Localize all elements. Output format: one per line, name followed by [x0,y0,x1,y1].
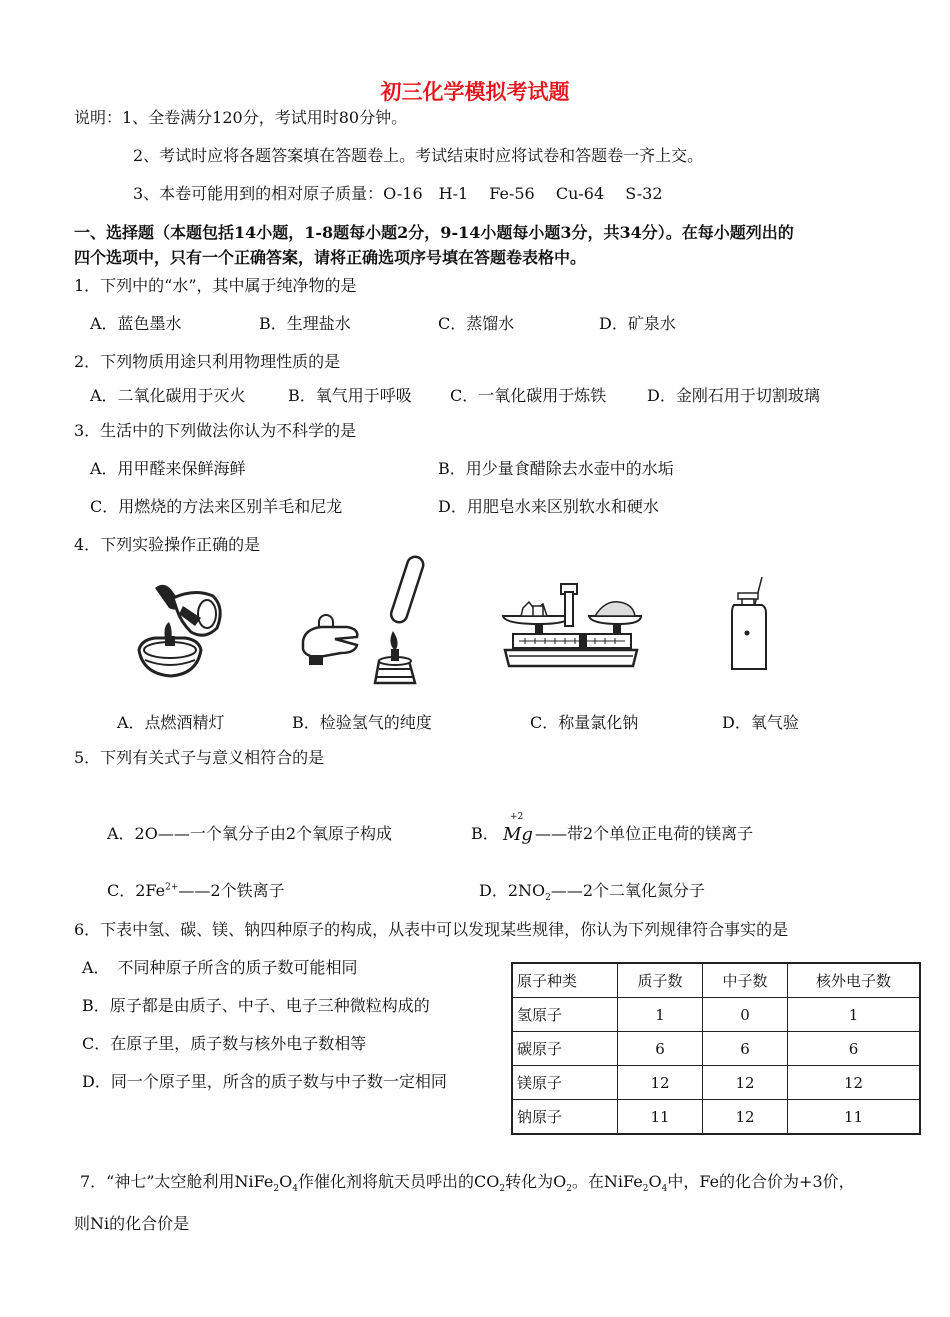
table-cell: 碳原子 [512,1032,618,1066]
table-cell: 11 [788,1100,921,1135]
table-header-cell: 原子种类 [512,963,618,998]
q7-text: O [648,1172,662,1191]
q1-option-c: C．蒸馏水 [438,314,515,333]
hydrogen-purity-test-figure [295,553,445,688]
q7-text: 作催化剂将航天员呼出的CO [297,1172,500,1191]
q5-option-c-text: ——2个铁离子 [178,881,285,900]
q1-option-d: D．矿泉水 [599,314,676,333]
q5-option-d-prefix: D．2NO [479,881,546,900]
q7-subscript: 2 [499,1184,506,1195]
q4-option-b: B．检验氢气的纯度 [292,713,432,732]
note-2: 2、考试时应将各题答案填在答题卷上。考试结束时应将试卷和答题卷一齐上交。 [133,146,704,165]
q3-option-d: D．用肥皂水来区别软水和硬水 [438,497,659,516]
section-heading-line1: 一、选择题（本题包括14小题，1-8题每小题2分，9-14小题每小题3分，共34分）。在每小题列出的 [74,223,794,242]
q7-stem-line1 [80,1169,855,1194]
note-1: 说明：1、全卷满分120分，考试用时80分钟。 [74,108,408,127]
table-row [512,998,920,1032]
table-cell: 0 [703,998,788,1032]
balance-weighing-figure [495,580,645,672]
q6-option-c: C．在原子里，质子数与核外电子数相等 [82,1034,367,1053]
q3-option-b: B．用少量食醋除去水壶中的水垢 [438,459,674,478]
q4-option-d: D．氧气验 [722,713,799,732]
table-cell: 12 [703,1100,788,1135]
q5-stem: 5．下列有关式子与意义相符合的是 [74,748,325,767]
q2-option-a: A．二氧化碳用于灭火 [90,386,246,405]
q5-option-b-prefix: B． [471,824,499,843]
q7-text: O [279,1172,293,1191]
table-cell: 12 [788,1066,921,1100]
q7-subscript: 4 [661,1184,668,1195]
q5-option-b-text: ——带2个单位正电荷的镁离子 [535,824,754,843]
q3-stem: 3．生活中的下列做法你认为不科学的是 [74,421,357,440]
note-3: 3、本卷可能用到的相对原子质量：O-16 H-1 Fe-56 Cu-64 S-32 [133,184,663,203]
atom-composition-table [511,962,921,1135]
q1-stem: 1．下列中的“水”，其中属于纯净物的是 [74,276,357,295]
q3-option-a: A．用甲醛来保鲜海鲜 [90,459,246,478]
q6-option-a: A． 不同种原子所含的质子数可能相同 [82,958,358,977]
q6-option-b: B．原子都是由质子、中子、电子三种微粒构成的 [82,996,430,1015]
q4-option-c: C．称量氯化钠 [530,713,639,732]
table-cell: 11 [618,1100,703,1135]
table-header-cell: 质子数 [618,963,703,998]
alcohol-lamp-lighting-figure [125,578,230,683]
q7-stem-line2: 则Ni的化合价是 [74,1214,190,1233]
table-row [512,1100,920,1135]
oxygen-test-gas-jar-figure [728,575,778,673]
table-cell: 钠原子 [512,1100,618,1135]
q5-option-a: A．2O——一个氧分子由2个氧原子构成 [107,824,393,843]
q5-option-c-charge: 2+ [165,882,179,893]
q3-option-c: C．用燃烧的方法来区别羊毛和尼龙 [90,497,343,516]
q7-text: 。在NiFe [571,1172,643,1191]
q5-option-b-symbol: Mg [503,824,533,845]
q6-stem: 6．下表中氢、碳、镁、钠四种原子的构成，从表中可以发现某些规律，你认为下列规律符合事实的是 [74,920,789,939]
q7-text: 7．“神七”太空舱利用NiFe [80,1172,274,1191]
q7-text: 中，Fe的化合价为+3价， [667,1172,855,1191]
table-row [512,1032,920,1066]
q4-option-a: A．点燃酒精灯 [117,713,225,732]
q2-stem: 2．下列物质用途只利用物理性质的是 [74,352,341,371]
q5-option-c-prefix: C．2Fe [107,881,166,900]
q5-option-d [479,878,705,903]
q7-subscript: 4 [292,1184,298,1195]
q2-option-b: B．氧气用于呼吸 [288,386,412,405]
section-heading-line2: 四个选项中，只有一个正确答案，请将正确选项序号填在答题卷表格中。 [74,248,587,267]
table-header-cell: 核外电子数 [788,963,921,998]
table-cell: 镁原子 [512,1066,618,1100]
table-cell: 6 [703,1032,788,1066]
table-cell: 12 [703,1066,788,1100]
q1-option-a: A．蓝色墨水 [90,314,182,333]
q2-option-c: C．一氧化碳用于炼铁 [450,386,607,405]
table-cell: 12 [618,1066,703,1100]
table-header-row [512,963,920,998]
table-cell: 1 [788,998,921,1032]
table-cell: 6 [618,1032,703,1066]
table-header-cell: 中子数 [703,963,788,998]
q7-text: 转化为O [505,1172,567,1191]
q1-option-b: B．生理盐水 [259,314,351,333]
q6-option-d: D．同一个原子里，所含的质子数与中子数一定相同 [82,1072,447,1091]
q5-option-c [107,878,285,901]
table-cell: 氢原子 [512,998,618,1032]
q7-subscript: 2 [566,1184,572,1195]
q2-option-d: D．金刚石用于切割玻璃 [647,386,820,405]
table-row [512,1066,920,1100]
page-title: 初三化学模拟考试题 [380,79,570,104]
q5-option-b-charge: +2 [510,812,524,822]
table-cell: 6 [788,1032,921,1066]
q5-option-d-subscript: 2 [545,893,551,904]
q7-subscript: 2 [273,1184,280,1195]
q7-subscript: 2 [642,1184,649,1195]
q4-stem: 4．下列实验操作正确的是 [74,535,261,554]
q5-option-d-text: ——2个二氧化氮分子 [550,881,706,900]
table-cell: 1 [618,998,703,1032]
